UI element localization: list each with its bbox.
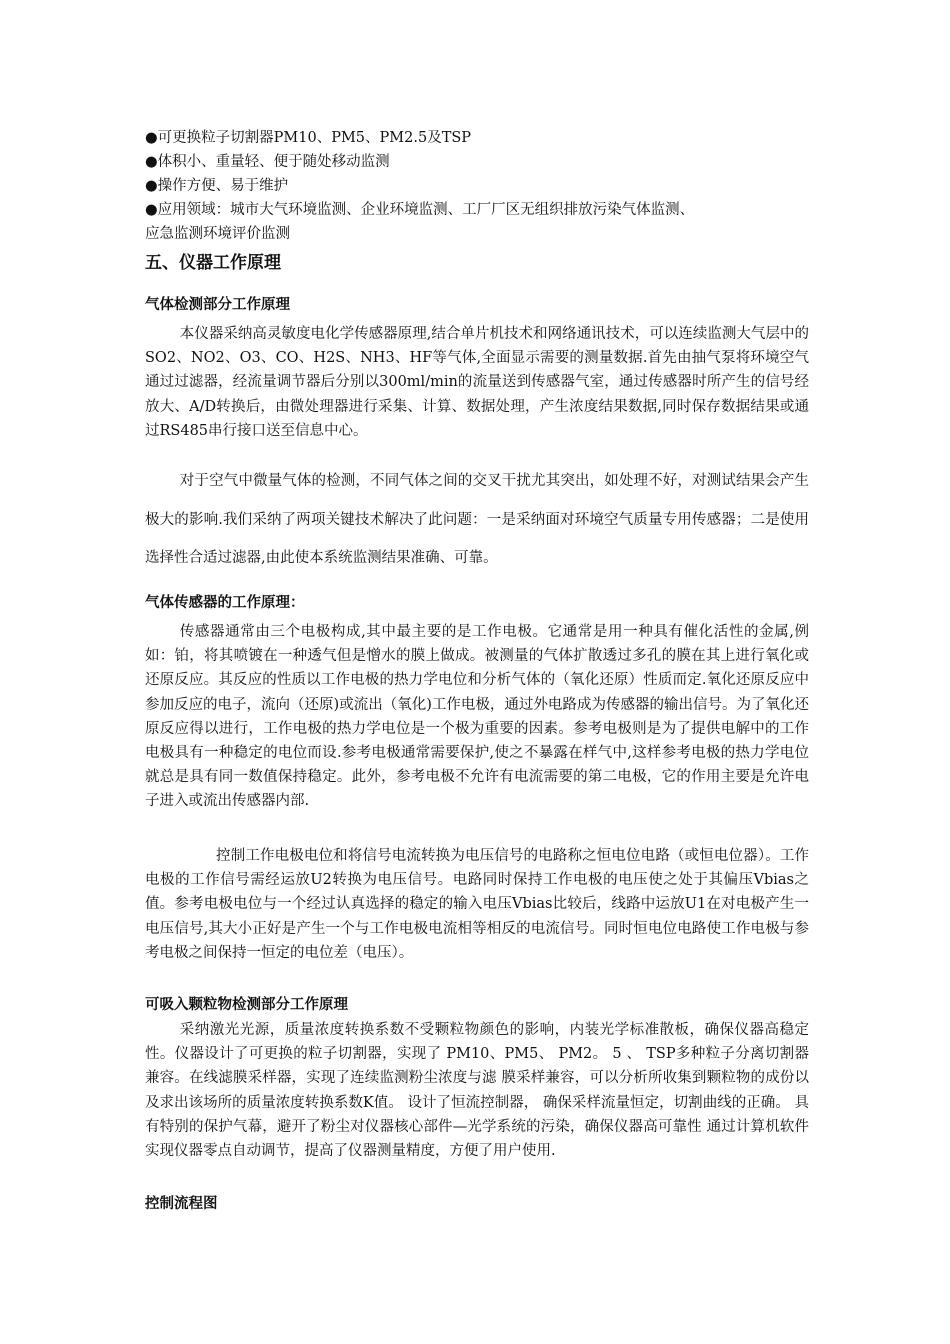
gas-detection-heading: 气体检测部分工作原理: [145, 297, 290, 313]
gas-detection-paragraph-1: 本仪器采纳高灵敏度电化学传感器原理,结合单片机技术和网络通讯技术，可以连续监测大气层中的SO2、NO2、O3、CO、H2S、NH3、HF等气体,全面显示需要的测量数据.首先由抽气泵将环境空气通过过滤器，经流量调节器后分别以300ml/min的流量送到传感器气室，通过传感器时所产生的信号经放大、A/D转换后，由微处理器进行采集、计算、数据处理，产生浓度结果数据,同时保存数据结果或通过RS485串行接口送至信息中心。: [145, 326, 809, 439]
gas-detection-paragraph-2: 对于空气中微量气体的检测，不同气体之间的交叉干扰尤其突出，如处理不好，对测试结果会产生极大的影响.我们采纳了两项关键技术解决了此问题：一是采纳面对环境空气质量专用传感器；二是使用选择性合适过滤器,由此使本系统监测结果准确、可靠。: [145, 473, 809, 566]
gas-sensor-paragraph-2: 控制工作电极电位和将信号电流转换为电压信号的电路称之恒电位电路（或恒电位器）。工作电极的工作信号需经运放U2转换为电压信号。电路同时保持工作电极的电压使之处于其偏压Vbias之值。参考电极电位与一个经过认真选择的稳定的输入电压Vbias比较后，线路中运放U1在对电极产生一电压信号,其大小正好是产生一个与工作电极电流相等相反的电流信号。同时恒电位电路使工作电极与参考电极之间保持一恒定的电位差（电压）。: [145, 848, 809, 961]
particulate-heading: 可吸入颗粒物检测部分工作原理: [145, 997, 348, 1013]
feature-list: [145, 126, 809, 246]
feature-item: ●操作方便、易于维护: [145, 178, 289, 194]
gas-sensor-paragraph-1: 传感器通常由三个电极构成,其中最主要的是工作电极。它通常是用一种具有催化活性的金属,例如：铂，将其喷镀在一种透气但是憎水的膜上做成。被测量的气体扩散透过多孔的膜在其上进行氧化或还原反应。其反应的性质以工作电极的热力学电位和分析气体的（氧化还原）性质而定.氧化还原反应中参加反应的电子，流向（还原)或流出（氧化)工作电极，通过外电路成为传感器的输出信号。为了氧化还原反应得以进行，工作电极的热力学电位是一个极为重要的因素。参考电极则是为了提供电解中的工作电极具有一种稳定的电位而设.参考电极通常需要保护,使之不暴露在样气中,这样参考电极的热力学电位就总是具有同一数值保持稳定。此外，参考电极不允许有电流需要的第二电极，它的作用主要是允许电子进入或流出传感器内部.: [145, 624, 809, 810]
gas-sensor-heading: 气体传感器的工作原理：: [145, 595, 305, 611]
feature-item: 应急监测环境评价监测: [145, 226, 290, 242]
flowchart-heading: 控制流程图: [145, 1196, 218, 1212]
feature-item: ●应用领域：城市大气环境监测、企业环境监测、工厂厂区无组织排放污染气体监测、: [145, 202, 695, 218]
particulate-paragraph: 采纳激光光源，质量浓度转换系数不受颗粒物颜色的影响，内装光学标准散板，确保仪器高稳定性。仪器设计了可更换的粒子切割器，实现了 PM10、PM5、 PM2。 5 、 TSP多种粒子分离切割器 兼容。在线滤膜采样器，实现了连续监测粉尘浓度与滤 膜采样兼容，可以分析所收集到颗粒物的成份以及求出该场所的质量浓度转换系数K值。 设计了恒流控制器， 确保采样流量恒定，切割曲线的正确。 具有特别的保护气幕，避开了粉尘对仪器核心部件—光学系统的污染，确保仪器高可靠性 通过计算机软件实现仪器零点自动调节，提高了仪器测量精度，方便了用户使用.: [145, 1022, 809, 1160]
feature-item: ●体积小、重量轻、便于随处移动监测: [145, 154, 390, 170]
section-title: 五、仪器工作原理: [145, 253, 281, 273]
feature-item: ●可更换粒子切割器PM10、PM5、PM2.5及TSP: [145, 130, 472, 146]
